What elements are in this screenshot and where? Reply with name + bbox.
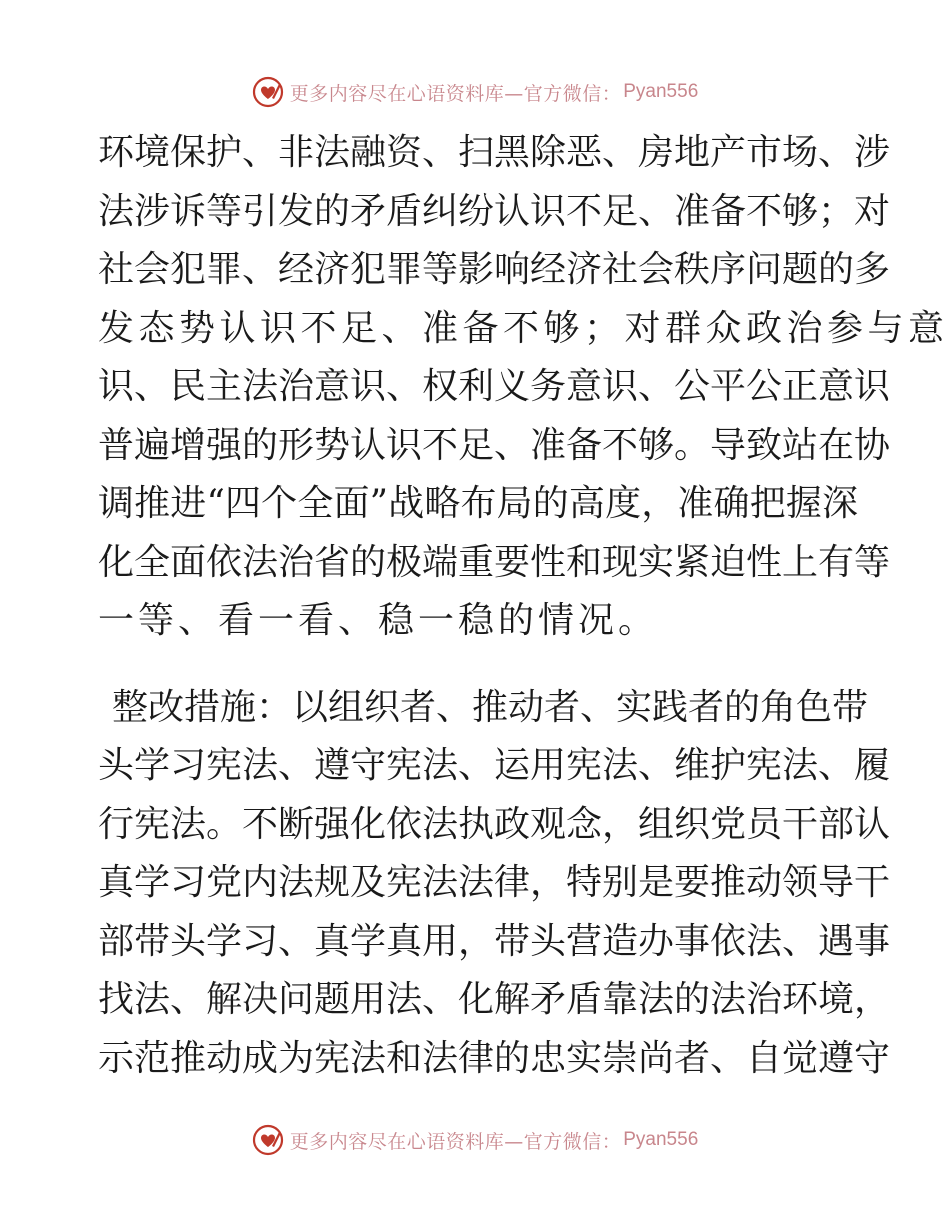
text-line: 调推进“四个全面”战略布局的高度，准确把握深 bbox=[98, 483, 858, 524]
text-line: 发态势认识不足、准备不够；对群众政治参与意 bbox=[98, 307, 949, 349]
text-line: 找法、解决问题用法、化解矛盾靠法的法治环境， bbox=[98, 979, 891, 1020]
watermark-wechat-id: Pyan556 bbox=[623, 81, 699, 102]
text-line: 社会犯罪、经济犯罪等影响经济社会秩序问题的多 bbox=[98, 249, 891, 290]
text-line: 一等、看一看、稳一稳的情况。 bbox=[98, 600, 659, 641]
watermark-text: 更多内容尽在心语资料库—官方微信： bbox=[289, 1130, 622, 1153]
text-line: 普遍增强的形势认识不足、准备不够。导致站在协 bbox=[98, 424, 891, 466]
text-line: 化全面依法治省的极端重要性和现实紧迫性上有等 bbox=[98, 541, 891, 583]
text-line: 部带头学习、真学真用，带头营造办事依法、遇事 bbox=[98, 920, 891, 962]
document-body bbox=[98, 124, 949, 1088]
watermark-text: 更多内容尽在心语资料库—官方微信： bbox=[289, 82, 622, 105]
paragraph-2 bbox=[98, 679, 891, 1089]
footer-watermark bbox=[0, 1120, 950, 1160]
text-line: 真学习党内法规及宪法法律，特别是要推动领导干 bbox=[98, 862, 891, 903]
heart-pen-logo-icon bbox=[252, 76, 284, 108]
paragraph-1 bbox=[98, 124, 949, 651]
text-line: 头学习宪法、遵守宪法、运用宪法、维护宪法、履 bbox=[98, 745, 891, 786]
text-line: 行宪法。不断强化依法执政观念，组织党员干部认 bbox=[98, 803, 891, 845]
text-line: 整改措施：以组织者、推动者、实践者的角色带 bbox=[112, 686, 869, 728]
header-watermark bbox=[0, 72, 950, 112]
text-line: 示范推动成为宪法和法律的忠实崇尚者、自觉遵守 bbox=[98, 1037, 891, 1079]
text-line: 环境保护、非法融资、扫黑除恶、房地产市场、涉 bbox=[98, 132, 891, 173]
heart-pen-logo-icon bbox=[252, 1124, 284, 1156]
text-line: 法涉诉等引发的矛盾纠纷认识不足、准备不够；对 bbox=[98, 190, 891, 232]
text-line: 识、民主法治意识、权利义务意识、公平公正意识 bbox=[98, 366, 891, 407]
paragraph-gap bbox=[98, 651, 858, 679]
watermark-wechat-id: Pyan556 bbox=[623, 1129, 699, 1150]
